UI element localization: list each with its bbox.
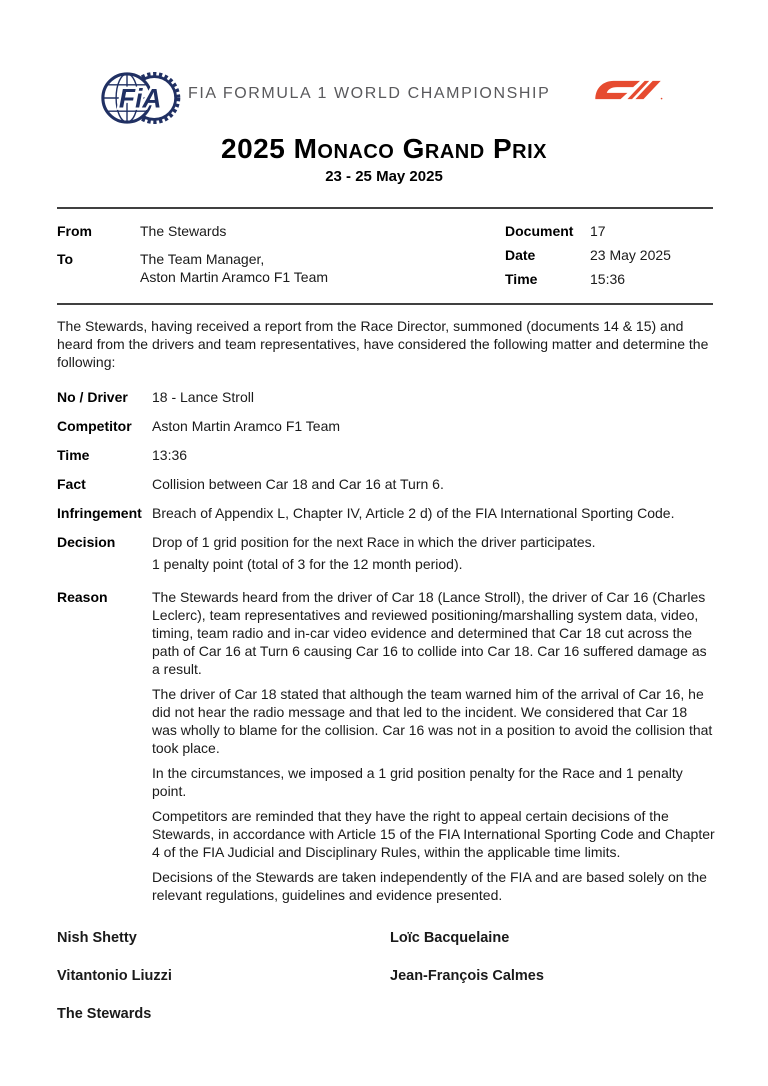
from-value: The Stewards [140,223,227,239]
meta-left-column [57,222,487,296]
no-driver-value: 18 - Lance Stroll [152,389,254,405]
fia-logo-text: FiA [118,83,162,114]
infringement-value: Breach of Appendix L, Chapter IV, Article 2 d) of the FIA International Sporting Code. [152,505,675,521]
field-row-infringement [57,504,715,522]
reason-paragraph-1: The Stewards heard from the driver of Car 18 (Lance Stroll), the driver of Car 16 (Charles Leclerc), team representatives and reviewed positioning/marshalling system data, video, timing, team radio and in-car video evidence and determined that Car 18 cut across the path of Car 16 at Turn 6 causing Car 16 to collide into Car 18. Car 16 suffered damage as a result. [152,589,707,677]
meta-row-time [505,270,713,288]
signature-row [57,1006,717,1022]
date-value: 23 May 2025 [590,247,671,263]
intro-paragraph: The Stewards, having received a report from the Race Director, summoned (documents 14 & 15) and heard from the drivers and team representatives, have considered the following matter and determine the following: [57,318,709,370]
date-label: Date [505,247,536,263]
reason-paragraph-5: Decisions of the Stewards are taken independently of the FIA and are based solely on the relevant regulations, guidelines and evidence presented. [152,869,707,903]
to-label: To [57,251,74,267]
meta-row-to [57,250,487,286]
f1-logo-icon [593,77,663,103]
session-time-label: Time [57,447,90,463]
fact-label: Fact [57,476,86,492]
time-value: 15:36 [590,271,626,287]
fact-value: Collision between Car 18 and Car 16 at Turn 6. [152,476,444,492]
competitor-value: Aston Martin Aramco F1 Team [152,418,341,434]
no-driver-label: No / Driver [57,389,128,405]
meta-right-column [505,222,713,294]
championship-title: FIA FORMULA 1 WORLD CHAMPIONSHIP [188,85,551,102]
meta-row-document [505,222,713,240]
signature-the-stewards: The Stewards [57,1006,152,1022]
reason-paragraph-3: In the circumstances, we imposed a 1 grid position penalty for the Race and 1 penalty point. [152,765,683,799]
decision-line-1: Drop of 1 grid position for the next Race in which the driver participates. [152,534,596,550]
decision-label: Decision [57,534,116,550]
reason-paragraph-2: The driver of Car 18 stated that although the team warned him of the arrival of Car 16, he did not hear the radio message and that led to the incident. We considered that Car 18 was wholly to blame for the collision. Car 16 was not in a position to avoid the collision that took place. [152,686,713,756]
meta-table [57,207,713,305]
reason-paragraph-4: Competitors are reminded that they have the right to appeal certain decisions of the Stewards, in accordance with Article 15 of the FIA International Sporting Code and Chapter 4 of the FIA Judicial and Disciplinary Rules, within the applicable time limits. [152,808,715,860]
decision-value [152,533,715,577]
competitor-label: Competitor [57,418,132,434]
session-time-value: 13:36 [152,447,188,463]
signature-nish-shetty: Nish Shetty [57,930,137,946]
decision-line-2: 1 penalty point (total of 3 for the 12 month period). [152,556,463,572]
field-row-decision [57,533,715,577]
page-title: 2025 Monaco Grand Prix [221,133,547,164]
to-value-line1: The Team Manager, [140,251,265,267]
event-dates: 23 - 25 May 2025 [325,168,443,185]
field-row-competitor [57,417,715,435]
fia-logo-icon [99,63,183,133]
time-label: Time [505,271,538,287]
signature-row [57,968,717,984]
infringement-label: Infringement [57,505,142,521]
signature-jean-francois-calmes: Jean-François Calmes [390,968,544,984]
decision-fields [57,388,715,922]
to-value [140,250,328,286]
field-row-fact [57,475,715,493]
field-row-no-driver [57,388,715,406]
field-row-time [57,446,715,464]
meta-row-date [505,246,713,264]
reason-label: Reason [57,589,108,605]
from-label: From [57,223,92,239]
signature-loic-bacquelaine: Loïc Bacquelaine [390,930,510,946]
reason-value [152,588,715,911]
document-label: Document [505,223,574,239]
signature-row [57,930,717,946]
field-row-reason [57,588,715,911]
signature-vitantonio-liuzzi: Vitantonio Liuzzi [57,968,172,984]
document-value: 17 [590,223,606,239]
signatures-block [57,930,717,1044]
to-value-line2: Aston Martin Aramco F1 Team [140,269,329,285]
title-block [0,133,768,185]
meta-row-from [57,222,487,240]
